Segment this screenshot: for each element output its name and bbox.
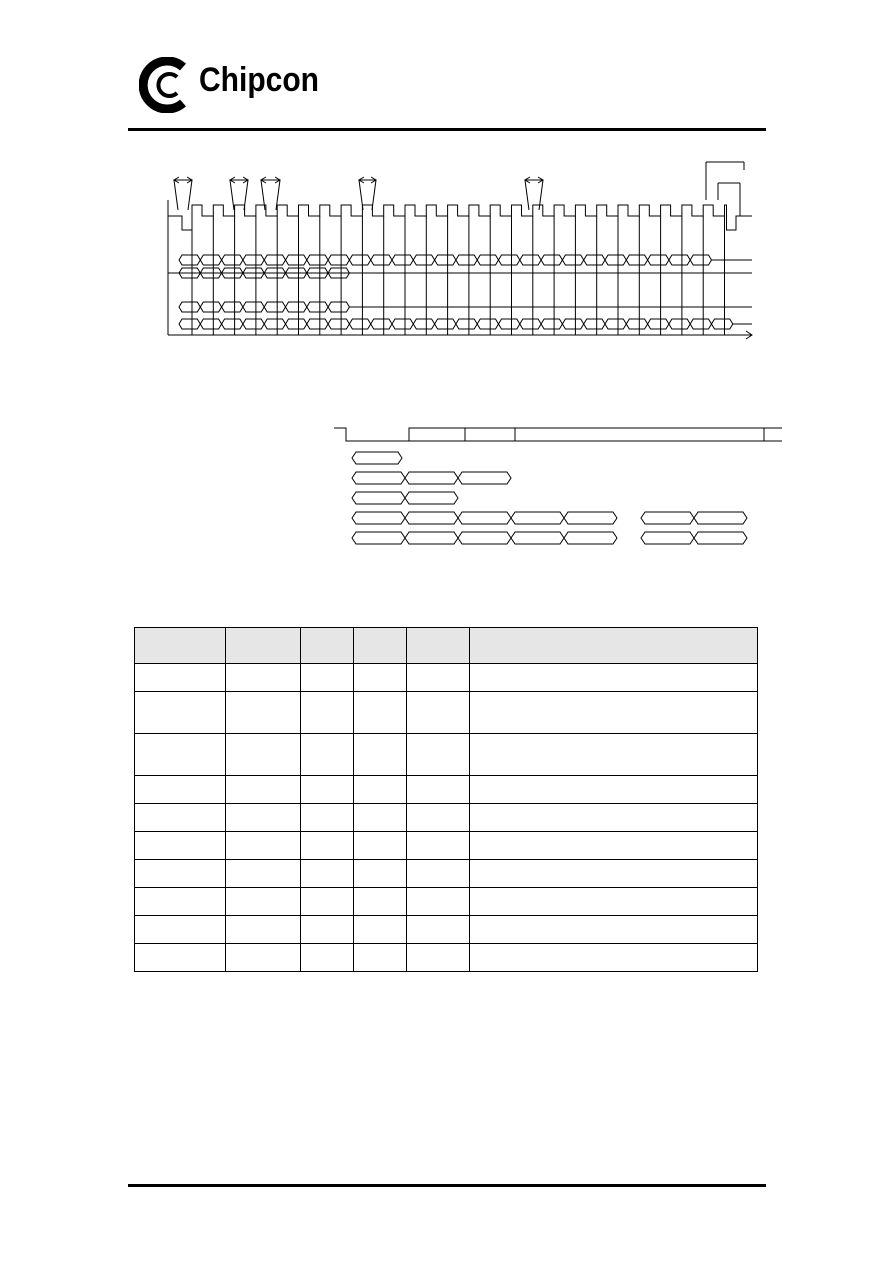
table-cell: [226, 944, 301, 972]
table-cell: [407, 888, 470, 916]
table-row: [135, 944, 758, 972]
table-cell: [301, 734, 354, 776]
brand-name: Chipcon: [199, 61, 319, 99]
table-cell: [226, 888, 301, 916]
table-cell: [226, 804, 301, 832]
table-row: [135, 804, 758, 832]
table-header-cell: [301, 628, 354, 664]
table-cell: [226, 664, 301, 692]
table-header-cell: [470, 628, 758, 664]
table-row: [135, 916, 758, 944]
table-cell: [354, 776, 407, 804]
table-row: [135, 692, 758, 734]
table-cell: [407, 916, 470, 944]
table-cell: [135, 832, 226, 860]
table-row: [135, 734, 758, 776]
serial-timing-diagram: [168, 162, 752, 339]
timing-diagrams: [0, 0, 892, 620]
table-cell: [135, 860, 226, 888]
table-cell: [301, 832, 354, 860]
table-row: [135, 776, 758, 804]
table-cell: [407, 804, 470, 832]
table-cell: [470, 664, 758, 692]
table-cell: [301, 804, 354, 832]
table-cell: [135, 664, 226, 692]
table-cell: [470, 776, 758, 804]
table-cell: [301, 888, 354, 916]
table-cell: [470, 860, 758, 888]
table-cell: [354, 804, 407, 832]
table-cell: [354, 832, 407, 860]
table-cell: [470, 832, 758, 860]
table-cell: [301, 692, 354, 734]
table-cell: [135, 944, 226, 972]
table-header-cell: [226, 628, 301, 664]
table-row: [135, 664, 758, 692]
table-cell: [301, 776, 354, 804]
table-cell: [301, 860, 354, 888]
table-cell: [407, 944, 470, 972]
table-cell: [407, 832, 470, 860]
table-cell: [135, 804, 226, 832]
table-row: [135, 860, 758, 888]
table-row: [135, 832, 758, 860]
table-cell: [226, 860, 301, 888]
table-cell: [354, 944, 407, 972]
table-cell: [354, 734, 407, 776]
table-cell: [301, 944, 354, 972]
table-cell: [135, 692, 226, 734]
table-cell: [407, 776, 470, 804]
table-cell: [301, 916, 354, 944]
table-header-cell: [135, 628, 226, 664]
table-cell: [354, 692, 407, 734]
table-cell: [135, 916, 226, 944]
table-cell: [470, 888, 758, 916]
table-cell: [226, 916, 301, 944]
table-cell: [407, 664, 470, 692]
table-cell: [407, 734, 470, 776]
table-header-cell: [354, 628, 407, 664]
table-cell: [354, 888, 407, 916]
table-cell: [470, 804, 758, 832]
table-cell: [470, 734, 758, 776]
table-cell: [226, 832, 301, 860]
table-cell: [470, 692, 758, 734]
table-cell: [226, 776, 301, 804]
table-cell: [470, 916, 758, 944]
table-cell: [354, 916, 407, 944]
table-cell: [226, 734, 301, 776]
table-cell: [407, 860, 470, 888]
table-cell: [135, 776, 226, 804]
table-cell: [135, 734, 226, 776]
table-header-row: [135, 628, 758, 664]
table-header-cell: [407, 628, 470, 664]
table-row: [135, 888, 758, 916]
table-cell: [407, 692, 470, 734]
table-cell: [354, 664, 407, 692]
parameter-table: [134, 627, 758, 972]
table-cell: [470, 944, 758, 972]
frame-timing-diagram: [334, 428, 782, 544]
table-cell: [226, 692, 301, 734]
table-cell: [354, 860, 407, 888]
footer-rule: [128, 1184, 766, 1187]
table-cell: [135, 888, 226, 916]
table-cell: [301, 664, 354, 692]
